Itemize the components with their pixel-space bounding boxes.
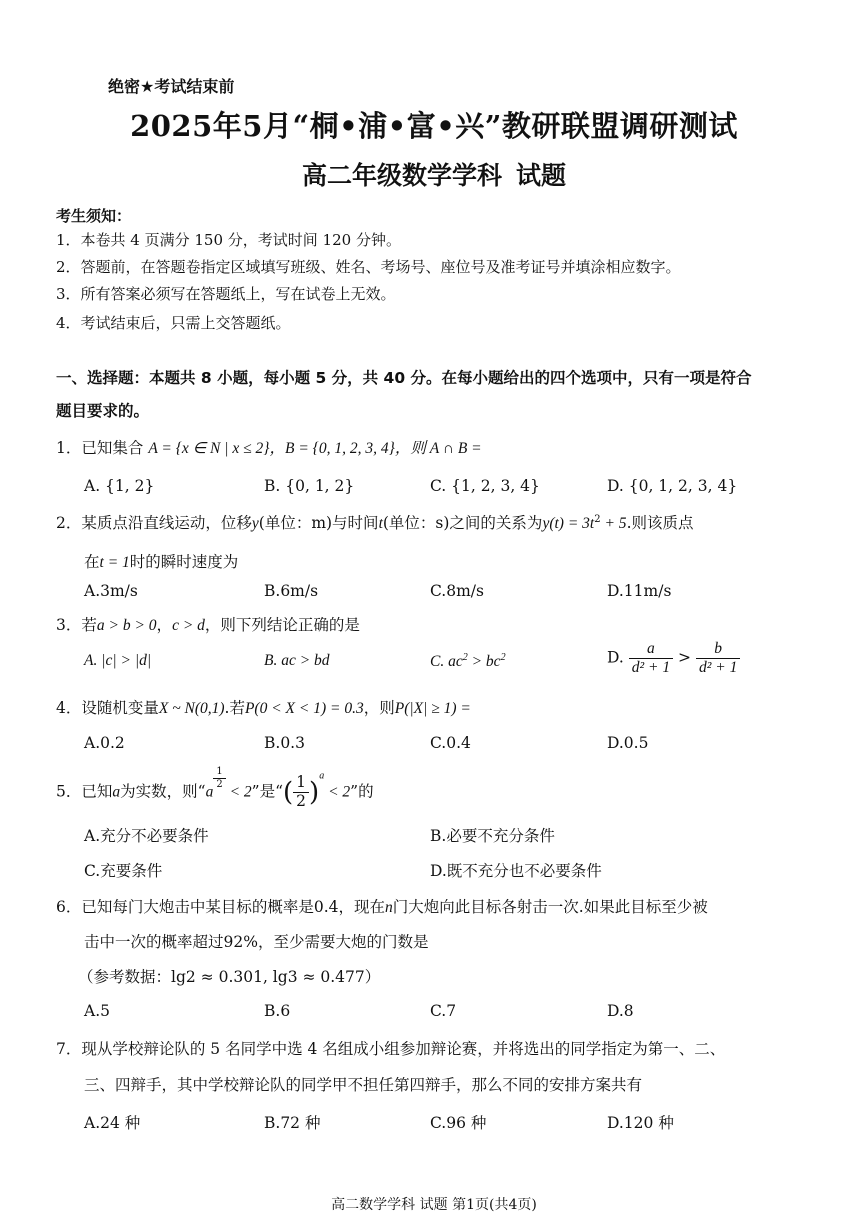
q2-time: t = 1	[99, 554, 130, 571]
q4-prob: P(0 < X < 1) = 0.3	[244, 700, 364, 717]
q3-d-label: D.	[607, 648, 624, 667]
q3-option-b: B. ac > bd	[264, 652, 330, 669]
q5-lt: < 2	[225, 783, 252, 801]
q6-var-n: n	[385, 899, 393, 916]
fraction-denominator: 2	[296, 792, 307, 810]
confidential-label: 绝密★考试结束前	[108, 77, 235, 96]
q2-text: 在	[84, 553, 100, 571]
section-heading-cont: 题目要求的。	[56, 402, 150, 420]
q2-var-t: t	[378, 515, 383, 532]
q5-lt: < 2	[324, 783, 351, 801]
question-6-cont	[84, 930, 428, 952]
q4-text: 4．设随机变量	[56, 699, 159, 717]
q3-sep: ，	[156, 616, 173, 634]
question-1	[56, 436, 482, 458]
q3-option-d	[607, 640, 740, 677]
q7-option-b: B.72 种	[264, 1114, 321, 1132]
fraction-denominator: 2	[216, 778, 223, 790]
question-3	[56, 613, 360, 635]
q4-option-c: C.0.4	[430, 734, 471, 752]
q6-option-b: B.6	[264, 1002, 291, 1020]
q6-prob: 0.4	[313, 898, 339, 916]
q1-option-b: B. {0, 1, 2}	[264, 477, 355, 495]
question-7: 7．现从学校辩论队的 5 名同学中选 4 名组成小组参加辩论赛，并将选出的同学指定为第一、二、	[56, 1040, 726, 1058]
notice-item: 3．所有答案必须写在答题纸上，写在试卷上无效。	[56, 285, 396, 303]
q3-option-c	[430, 652, 506, 671]
q1-ask: ，则 A ∩ B =	[394, 440, 482, 457]
q3-text: ，则下列结论正确的是	[204, 616, 360, 634]
notice-item: 1．本卷共 4 页满分 150 分，考试时间 120 分钟。	[56, 231, 401, 249]
q3-d-fraction-right	[696, 640, 740, 677]
fraction-denominator: d² + 1	[698, 658, 738, 676]
q2-text: (单位：s)之间的关系为	[382, 514, 543, 532]
fraction-numerator: 1	[293, 774, 309, 793]
q2-text: 时的瞬时速度为	[129, 553, 239, 571]
page-footer: 高二数学学科 试题 第1页(共4页)	[331, 1197, 537, 1213]
q3-c-right: > bc	[467, 653, 501, 671]
subtitle-subject: 高二年级数学学科	[301, 161, 502, 190]
q2-option-c: C.8m/s	[430, 582, 484, 600]
q2-text: 2．某质点沿直线运动，位移	[56, 514, 252, 532]
notice-heading: 考生须知：	[56, 207, 132, 225]
q6-text: 6．已知每门大炮击中某目标的概率是	[56, 898, 314, 916]
fraction-numerator: 1	[213, 766, 225, 779]
subtitle-type: 试题	[516, 161, 567, 190]
q6-text: 击中一次的概率超过	[84, 933, 224, 951]
q5-option-a: A.充分不必要条件	[84, 827, 209, 845]
q5-right-paren: )	[309, 777, 320, 808]
q2-text: .则该质点	[626, 514, 694, 532]
q1-option-a: A. {1, 2}	[84, 477, 155, 495]
notice-item: 4．考试结束后，只需上交答题纸。	[56, 314, 291, 332]
question-7-cont: 三、四辩手，其中学校辩论队的同学甲不担任第四辩手，那么不同的安排方案共有	[84, 1076, 643, 1094]
q4-option-b: B.0.3	[264, 734, 305, 752]
q6-option-c: C.7	[430, 1002, 457, 1020]
question-6	[56, 895, 708, 917]
q6-reference-data: （参考数据：lg2 ≈ 0.301, lg3 ≈ 0.477）	[78, 968, 381, 986]
exam-subtitle	[0, 156, 868, 192]
q2-formula: y(t) = 3t	[542, 515, 595, 532]
fraction-numerator: b	[696, 640, 740, 659]
q3-c-left: C. ac	[430, 653, 463, 671]
q5-option-d: D.既不充分也不必要条件	[430, 862, 602, 880]
q6-option-a: A.5	[84, 1002, 110, 1020]
q5-half-fraction	[293, 774, 309, 811]
q3-cond-1: a > b > 0	[96, 617, 157, 634]
question-2-cont	[84, 550, 238, 572]
q4-text: ，则	[363, 699, 395, 717]
q2-exponent: 2	[594, 513, 601, 525]
q4-text: .若	[224, 699, 245, 717]
q5-var: a	[112, 783, 121, 801]
q5-text: ”的	[350, 782, 374, 801]
section-heading: 一、选择题：本题共 8 小题，每小题 5 分，共 40 分。在每小题给出的四个选项中，只有一项是符合	[56, 369, 752, 387]
q1-option-c: C. {1, 2, 3, 4}	[430, 477, 540, 495]
q4-dist: X ~ N(0,1)	[158, 700, 225, 717]
q2-text: (单位：m)与时间	[258, 514, 379, 532]
q3-text: 3．若	[56, 616, 97, 634]
fraction-numerator: a	[629, 640, 673, 659]
q7-option-a: A.24 种	[84, 1114, 141, 1132]
q1-option-d: D. {0, 1, 2, 3, 4}	[607, 477, 738, 495]
q5-left-paren: (	[283, 777, 294, 808]
q1-set-b: ，B = {0, 1, 2, 3, 4}	[269, 440, 395, 457]
q6-option-d: D.8	[607, 1002, 634, 1020]
q5-exp: a	[319, 770, 325, 782]
q2-formula-end: + 5	[600, 515, 627, 532]
q2-option-a: A.3m/s	[84, 582, 138, 600]
q3-option-a: A. |c| > |d|	[84, 652, 152, 669]
question-5	[56, 766, 374, 811]
q3-c-sq: 2	[462, 652, 468, 663]
q2-option-d: D.11m/s	[607, 582, 672, 600]
fraction-denominator: d² + 1	[631, 658, 671, 676]
q7-option-d: D.120 种	[607, 1114, 674, 1132]
question-2	[56, 511, 694, 533]
q5-text: ”是“	[251, 782, 284, 801]
question-4	[56, 696, 471, 718]
q3-d-gt: >	[678, 648, 692, 667]
q6-text: ，现在	[338, 898, 386, 916]
notice-item: 2．答题前，在答题卷指定区域填写班级、姓名、考场号、座位号及准考证号并填涂相应数字。	[56, 258, 681, 276]
q5-text: 为实数，则“	[120, 782, 206, 801]
q3-d-fraction-left	[629, 640, 673, 677]
q4-option-d: D.0.5	[607, 734, 649, 752]
q5-base: a	[205, 783, 214, 801]
q1-set-a: A = {x ∈ N | x ≤ 2}	[148, 440, 270, 457]
q6-percent: 92%	[223, 933, 258, 951]
q6-text: 门大炮向此目标各射击一次.如果此目标至少被	[392, 898, 708, 916]
q7-option-c: C.96 种	[430, 1114, 487, 1132]
q5-option-b: B.必要不充分条件	[430, 827, 555, 845]
q1-stem: 1．已知集合	[56, 439, 144, 457]
q6-text: ，至少需要大炮的门数是	[257, 933, 429, 951]
q5-option-c: C.充要条件	[84, 862, 163, 880]
q5-text: 5．已知	[56, 782, 113, 801]
q3-cond-2: c > d	[172, 617, 205, 634]
q4-option-a: A.0.2	[84, 734, 125, 752]
q3-c-sq: 2	[500, 652, 506, 663]
q2-var-y: y	[251, 515, 259, 532]
q2-option-b: B.6m/s	[264, 582, 319, 600]
q5-half-exponent	[213, 766, 225, 790]
q4-ask: P(|X| ≥ 1) =	[394, 700, 471, 717]
exam-title: 2025年5月“桐•浦•富•兴”教研联盟调研测试	[130, 109, 738, 143]
